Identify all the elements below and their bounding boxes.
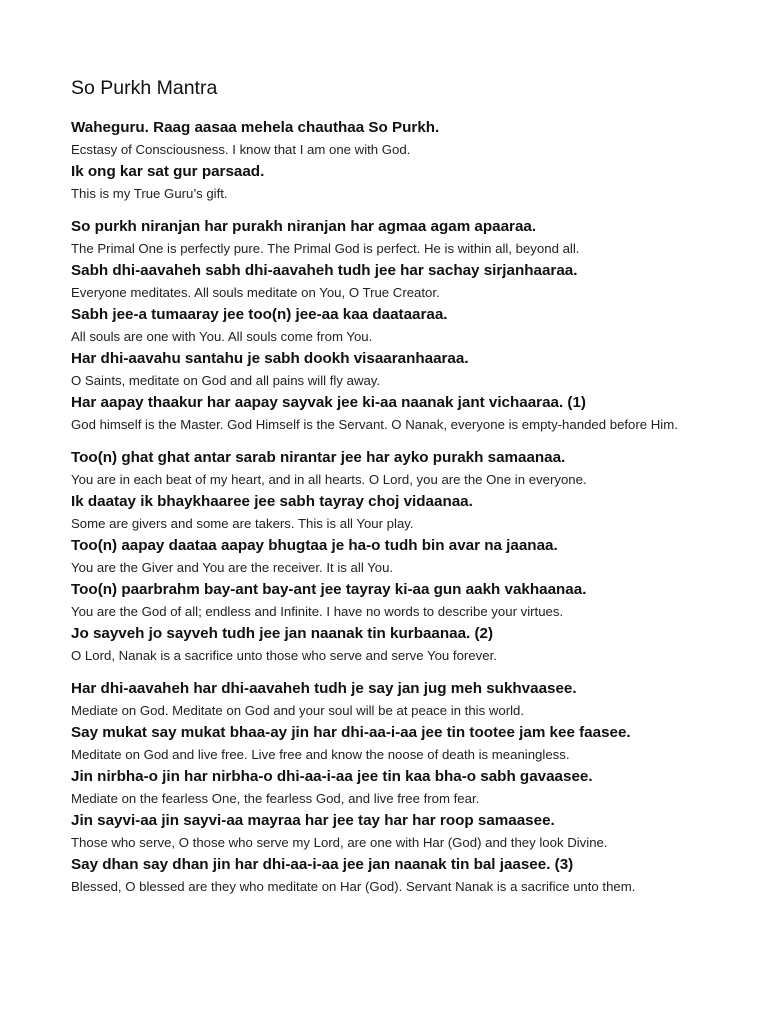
stanza-1 [71, 117, 698, 204]
stanza-4 [71, 678, 698, 897]
stanza-2 [71, 216, 698, 435]
english-translation: O Saints, meditate on God and all pains will fly away. [71, 373, 381, 388]
gurmukhi-line: Jin nirbha-o jin har nirbha-o dhi-aa-i-aa jee tin kaa bha-o sabh gavaasee. [71, 768, 593, 785]
english-translation: O Lord, Nanak is a sacrifice unto those who serve and serve You forever. [71, 648, 497, 663]
english-translation: All souls are one with You. All souls come from You. [71, 329, 373, 344]
gurmukhi-line: So purkh niranjan har purakh niranjan har agmaa agam apaaraa. [71, 218, 537, 235]
english-translation: Some are givers and some are takers. This is all Your play. [71, 516, 414, 531]
gurmukhi-line: Sabh jee-a tumaaray jee too(n) jee-aa kaa daataaraa. [71, 306, 448, 323]
stanza-3 [71, 447, 698, 666]
english-translation: You are the Giver and You are the receiver. It is all You. [71, 560, 394, 575]
english-translation: Blessed, O blessed are they who meditate on Har (God). Servant Nanak is a sacrifice unto them. [71, 879, 636, 894]
gurmukhi-line: Sabh dhi-aavaheh sabh dhi-aavaheh tudh jee har sachay sirjanhaaraa. [71, 262, 578, 279]
gurmukhi-line: Ik ong kar sat gur parsaad. [71, 163, 265, 180]
english-translation: Ecstasy of Consciousness. I know that I am one with God. [71, 142, 411, 157]
gurmukhi-line: Say mukat say mukat bhaa-ay jin har dhi-aa-i-aa jee tin tootee jam kee faasee. [71, 724, 631, 741]
english-translation: The Primal One is perfectly pure. The Primal God is perfect. He is within all, beyond all. [71, 241, 580, 256]
stanzas [71, 117, 698, 897]
gurmukhi-line: Say dhan say dhan jin har dhi-aa-i-aa jee jan naanak tin bal jaasee. (3) [71, 856, 574, 873]
gurmukhi-line: Jin sayvi-aa jin sayvi-aa mayraa har jee tay har har roop samaasee. [71, 812, 555, 829]
gurmukhi-line: Har dhi-aavaheh har dhi-aavaheh tudh je say jan jug meh sukhvaasee. [71, 680, 577, 697]
english-translation: Meditate on God and live free. Live free and know the noose of death is meaningless. [71, 747, 570, 762]
english-translation: Those who serve, O those who serve my Lord, are one with Har (God) and they look Divine. [71, 835, 608, 850]
gurmukhi-line: Ik daatay ik bhaykhaaree jee sabh tayray choj vidaanaa. [71, 493, 473, 510]
gurmukhi-line: Har dhi-aavahu santahu je sabh dookh visaaranhaaraa. [71, 350, 469, 367]
gurmukhi-line: Waheguru. Raag aasaa mehela chauthaa So Purkh. [71, 119, 440, 136]
gurmukhi-line: Too(n) ghat ghat antar sarab nirantar jee har ayko purakh samaanaa. [71, 449, 566, 466]
gurmukhi-line: Har aapay thaakur har aapay sayvak jee ki-aa naanak jant vichaaraa. (1) [71, 394, 586, 411]
english-translation: You are in each beat of my heart, and in all hearts. O Lord, you are the One in everyone. [71, 472, 587, 487]
english-translation: Mediate on the fearless One, the fearless God, and live free from fear. [71, 791, 480, 806]
gurmukhi-line: Too(n) aapay daataa aapay bhugtaa je ha-o tudh bin avar na jaanaa. [71, 537, 558, 554]
english-translation: Mediate on God. Meditate on God and your soul will be at peace in this world. [71, 703, 525, 718]
english-translation: You are the God of all; endless and Infinite. I have no words to describe your virtues. [71, 604, 564, 619]
english-translation: God himself is the Master. God Himself is the Servant. O Nanak, everyone is empty-handed before Him. [71, 417, 678, 432]
gurmukhi-line: Too(n) paarbrahm bay-ant bay-ant jee tayray ki-aa gun aakh vakhaanaa. [71, 581, 587, 598]
gurmukhi-line: Jo sayveh jo sayveh tudh jee jan naanak tin kurbaanaa. (2) [71, 625, 494, 642]
english-translation: Everyone meditates. All souls meditate on You, O True Creator. [71, 285, 440, 300]
page-title: So Purkh Mantra [71, 77, 218, 99]
english-translation: This is my True Guru’s gift. [71, 186, 228, 201]
